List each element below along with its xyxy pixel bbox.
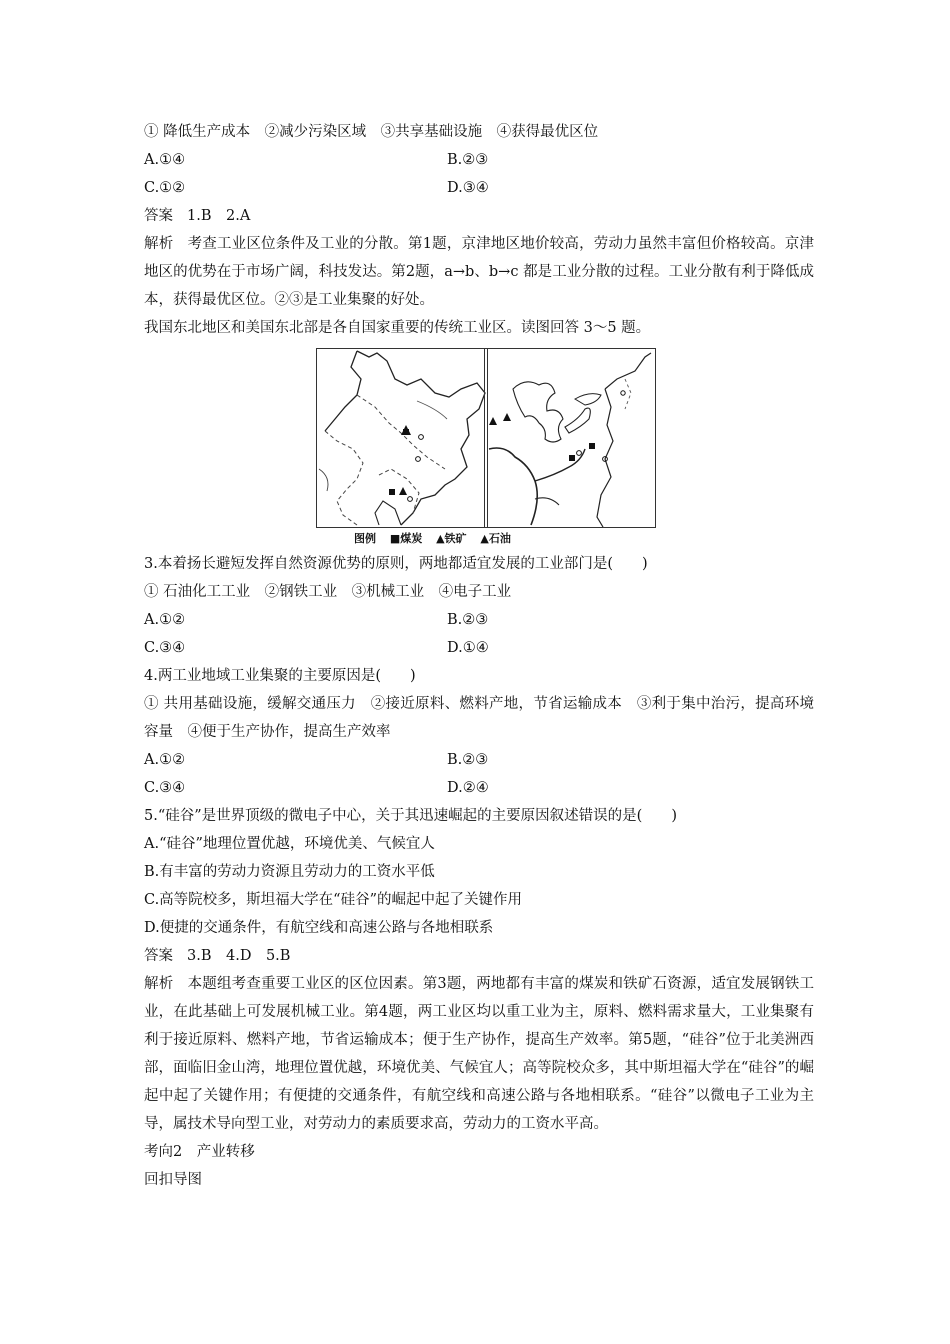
q2-options: ① 降低生产成本 ②减少污染区域 ③共享基础设施 ④获得最优区位 xyxy=(144,124,599,140)
q2-choices-row-2 xyxy=(144,174,814,202)
answer-1-text: 1.B 2.A xyxy=(187,208,251,224)
sub-heading: 回扣导图 xyxy=(144,1172,202,1188)
q4-stem: 4.两工业地域工业集聚的主要原因是( ) xyxy=(144,668,416,684)
analysis-1 xyxy=(144,230,814,314)
q5-stem: 5.“硅谷”是世界顶级的微电子中心，关于其迅速崛起的主要原因叙述错误的是( ) xyxy=(144,808,677,824)
q2-choice-a[interactable]: A.①④ xyxy=(144,152,186,168)
answer-1-label: 答案 xyxy=(144,208,173,224)
iron-marker-icon-us-2 xyxy=(503,413,511,421)
coal-marker-icon-2 xyxy=(389,489,395,495)
q4-choices-row-1 xyxy=(144,746,814,774)
analysis-1-text: 考查工业区位条件及工业的分散。第1题，京津地区地价较高，劳动力虽然丰富但价格较高。京津地区的优势在于市场广阔，科技发达。第2题，a→b、b→c 都是工业分散的过程。工业分散有利于降低成本，获得最优区位。②③是工业集聚的好处。 xyxy=(144,236,814,308)
city-marker-icon-us-1 xyxy=(577,451,582,456)
map-northeast-us-svg xyxy=(485,349,655,527)
city-marker-icon-us-3 xyxy=(621,391,625,395)
iron-marker-icon xyxy=(399,487,407,495)
coal-marker-icon xyxy=(403,429,409,435)
q5-choice-a[interactable]: A.“硅谷”地理位置优越，环境优美、气候宜人 xyxy=(144,836,435,852)
q2-choices-row-1 xyxy=(144,146,814,174)
city-marker-icon-2 xyxy=(416,457,421,462)
map-figure xyxy=(144,348,814,548)
legend-oil: ▲石油 xyxy=(480,532,511,545)
map-figure-inner xyxy=(304,348,654,548)
q3-choice-a[interactable]: A.①② xyxy=(144,612,186,628)
q4-choices-row-2 xyxy=(144,774,814,802)
answer-1 xyxy=(144,202,814,230)
intro-text: 我国东北地区和美国东北部是各自国家重要的传统工业区。读图回答 3～5 题。 xyxy=(144,320,651,336)
section-heading: 考向2 产业转移 xyxy=(144,1144,255,1160)
map-northeast-us xyxy=(484,348,656,528)
q3-choice-c[interactable]: C.③④ xyxy=(144,640,186,656)
q2-choice-b[interactable]: B.②③ xyxy=(447,152,489,168)
legend-coal: ■煤炭 xyxy=(389,532,423,545)
q2-choice-d[interactable]: D.③④ xyxy=(447,180,489,196)
q4-options: ① 共用基础设施，缓解交通压力 ②接近原料、燃料产地，节省运输成本 ③利于集中治污，提高环境容量 ④便于生产协作，提高生产效率 xyxy=(144,696,814,740)
map-legend xyxy=(354,530,521,546)
coal-marker-icon-us-2 xyxy=(569,455,575,461)
map-northeast-china-svg xyxy=(317,349,487,527)
analysis-2-text: 本题组考查重要工业区的区位因素。第3题，两地都有丰富的煤炭和铁矿石资源，适宜发展钢铁工业，在此基础上可发展机械工业。第4题，两工业区均以重工业为主，原料、燃料需求量大，工业集聚有利于接近原料、燃料产地，节省运输成本；便于生产协作，提高生产效率。第5题，“硅谷”位于北美洲西部，面临旧金山湾，地理位置优越，环境优美、气候宜人；高等院校众多，其中斯坦福大学在“硅谷”的崛起中起了关键作用；有便捷的交通条件，有航空线和高速公路与各地相联系。“硅谷”以微电子工业为主导，属技术导向型工业，对劳动力的素质要求高，劳动力的工资水平高。 xyxy=(144,976,814,1132)
document-page xyxy=(144,118,814,1194)
q3-choices-row-2 xyxy=(144,634,814,662)
legend-title: 图例 xyxy=(354,532,376,545)
map-northeast-china xyxy=(316,348,488,528)
answer-2-label: 答案 xyxy=(144,948,173,964)
q4-choice-a[interactable]: A.①② xyxy=(144,752,186,768)
analysis-1-label: 解析 xyxy=(144,236,174,252)
city-marker-icon-3 xyxy=(408,497,413,502)
analysis-2 xyxy=(144,970,814,1138)
iron-marker-icon-us-1 xyxy=(489,417,497,425)
q3-choice-d[interactable]: D.①④ xyxy=(447,640,489,656)
answer-2 xyxy=(144,942,814,970)
q3-stem: 3.本着扬长避短发挥自然资源优势的原则，两地都适宜发展的工业部门是( ) xyxy=(144,556,648,572)
coal-marker-icon-us-1 xyxy=(589,443,595,449)
analysis-2-label: 解析 xyxy=(144,976,174,992)
q3-options: ① 石油化工工业 ②钢铁工业 ③机械工业 ④电子工业 xyxy=(144,584,512,600)
answer-2-text: 3.B 4.D 5.B xyxy=(187,948,291,964)
q5-choice-b[interactable]: B.有丰富的劳动力资源且劳动力的工资水平低 xyxy=(144,864,435,880)
q3-choices-row-1 xyxy=(144,606,814,634)
q3-choice-b[interactable]: B.②③ xyxy=(447,612,489,628)
q2-choice-c[interactable]: C.①② xyxy=(144,180,186,196)
q4-choice-b[interactable]: B.②③ xyxy=(447,752,489,768)
q4-choice-c[interactable]: C.③④ xyxy=(144,780,186,796)
q5-choice-d[interactable]: D.便捷的交通条件，有航空线和高速公路与各地相联系 xyxy=(144,920,494,936)
legend-iron: ▲铁矿 xyxy=(436,532,467,545)
q5-choice-c[interactable]: C.高等院校多，斯坦福大学在“硅谷”的崛起中起了关键作用 xyxy=(144,892,523,908)
city-marker-icon xyxy=(419,435,424,440)
q4-choice-d[interactable]: D.②④ xyxy=(447,780,489,796)
